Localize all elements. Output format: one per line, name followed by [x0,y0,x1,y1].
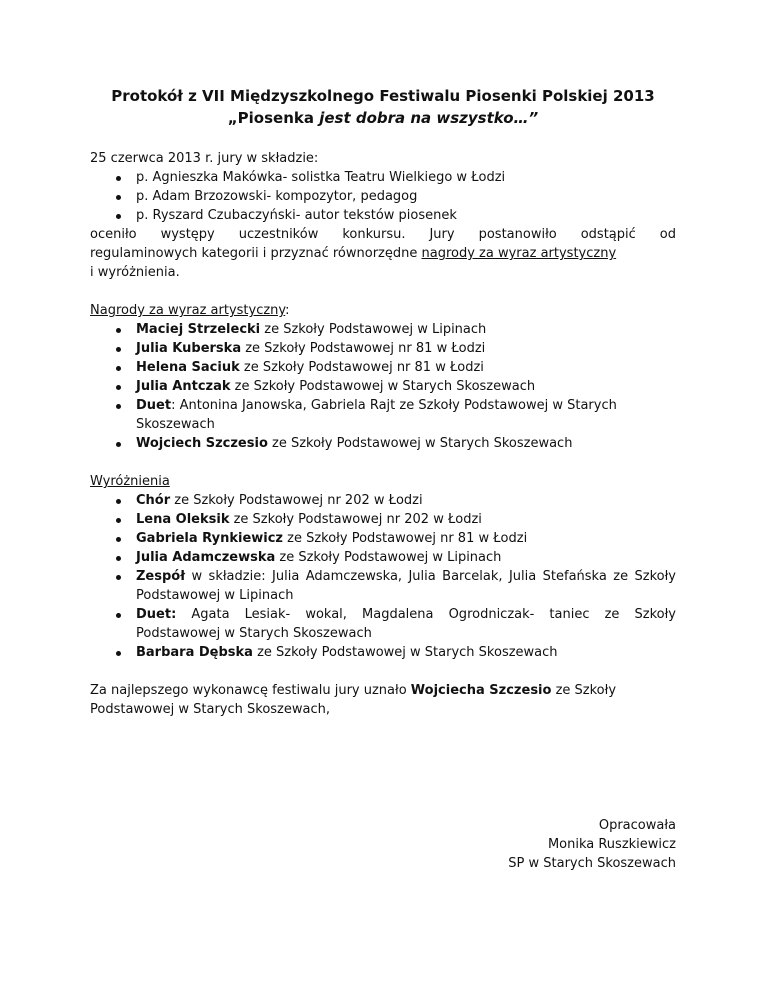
distinction-school: ze Szkoły Podstawowej nr 81 w Łodzi [283,531,528,546]
subtitle-part-2: jest dobra na wszystko…” [319,109,539,127]
decision-line-3: i wyróżnienia. [90,265,180,280]
decision-line-2 [90,244,676,263]
document-subtitle [90,107,676,129]
award-item [136,434,676,453]
signature-institution: SP w Starych Skoszewach [508,856,676,871]
distinction-item [136,605,676,643]
distinction-item [136,529,676,548]
distinctions-heading-text: Wyróżnienia [90,474,170,489]
distinction-name: Chór [136,493,171,508]
jury-member: p. Agnieszka Makówka- solistka Teatru Wielkiego w Łodzi [136,168,676,187]
awards-heading-text: Nagrody za wyraz artystyczny [90,303,286,318]
distinction-item [136,548,676,567]
award-winner-name: Julia Antczak [136,379,231,394]
award-winner-name: Duet [136,398,172,413]
distinction-name: Julia Adamczewska [136,550,276,565]
document-title: Protokół z VII Międzyszkolnego Festiwalu Piosenki Polskiej 2013 [111,87,655,105]
distinction-name: Lena Oleksik [136,512,230,527]
distinction-item [136,567,676,605]
awards-list [90,320,676,453]
award-item [136,396,676,434]
distinction-item [136,643,676,662]
distinction-school: ze Szkoły Podstawowej w Lipinach [275,550,502,565]
award-item [136,358,676,377]
best-performer-intro: Za najlepszego wykonawcę festiwalu jury uznało [90,683,411,698]
award-item [136,339,676,358]
subtitle-part-1: „Piosenka [227,109,320,127]
jury-member: p. Ryszard Czubaczyński- autor tekstów piosenek [136,206,676,225]
signature-block [508,816,676,873]
distinction-school: ze Szkoły Podstawowej nr 202 w Łodzi [229,512,482,527]
distinction-school: ze Szkoły Podstawowej w Starych Skoszewach [252,645,558,660]
signature-role: Opracowała [598,818,676,833]
award-winner-name: Maciej Strzelecki [136,322,261,337]
award-winner-name: Helena Saciuk [136,360,240,375]
award-winner-school: ze Szkoły Podstawowej w Starych Skoszewach [230,379,536,394]
intro-line: 25 czerwca 2013 r. jury w składzie: [90,151,319,166]
distinction-name: Barbara Dębska [136,645,253,660]
award-item [136,377,676,396]
awards-heading [90,301,676,320]
decision-line-2-text: regulaminowych kategorii i przyznać równorzędne [90,246,422,261]
signature-name: Monika Ruszkiewicz [547,837,676,852]
distinction-school: ze Szkoły Podstawowej nr 202 w Łodzi [170,493,423,508]
award-winner-name: Julia Kuberska [136,341,242,356]
award-winner-school: ze Szkoły Podstawowej w Starych Skoszewach [267,436,573,451]
best-performer-name: Wojciecha Szczesio [410,683,552,698]
distinction-name: Zespół [136,569,186,584]
distinction-school: Agata Lesiak- wokal, Magdalena Ogrodniczak- taniec ze Szkoły Podstawowej w Starych Skoszewach [136,607,676,641]
award-winner-school: ze Szkoły Podstawowej nr 81 w Łodzi [241,341,486,356]
award-winner-school: : Antonina Janowska, Gabriela Rajt ze Szkoły Podstawowej w Starych Skoszewach [136,398,617,432]
awards-reference: nagrody za wyraz artystyczny [421,246,617,261]
jury-list [90,168,676,225]
award-winner-school: ze Szkoły Podstawowej w Lipinach [260,322,487,337]
distinctions-heading [90,472,676,491]
awards-heading-colon: : [285,303,290,318]
distinction-item [136,491,676,510]
best-performer-paragraph [90,681,676,719]
distinction-school: w składzie: Julia Adamczewska, Julia Barcelak, Julia Stefańska ze Szkoły Podstawowej w Lipinach [136,569,676,603]
award-winner-school: ze Szkoły Podstawowej nr 81 w Łodzi [239,360,484,375]
distinction-name: Gabriela Rynkiewicz [136,531,283,546]
best-performer-school: ze Szkoły Podstawowej w Starych Skoszewach, [90,683,617,717]
award-winner-name: Wojciech Szczesio [136,436,268,451]
decision-line-1: oceniło występy uczestników konkursu. Jury postanowiło odstąpić od [90,227,676,242]
jury-member: p. Adam Brzozowski- kompozytor, pedagog [136,187,676,206]
distinction-name: Duet: [136,607,177,622]
distinctions-list [90,491,676,662]
award-item [136,320,676,339]
distinction-item [136,510,676,529]
